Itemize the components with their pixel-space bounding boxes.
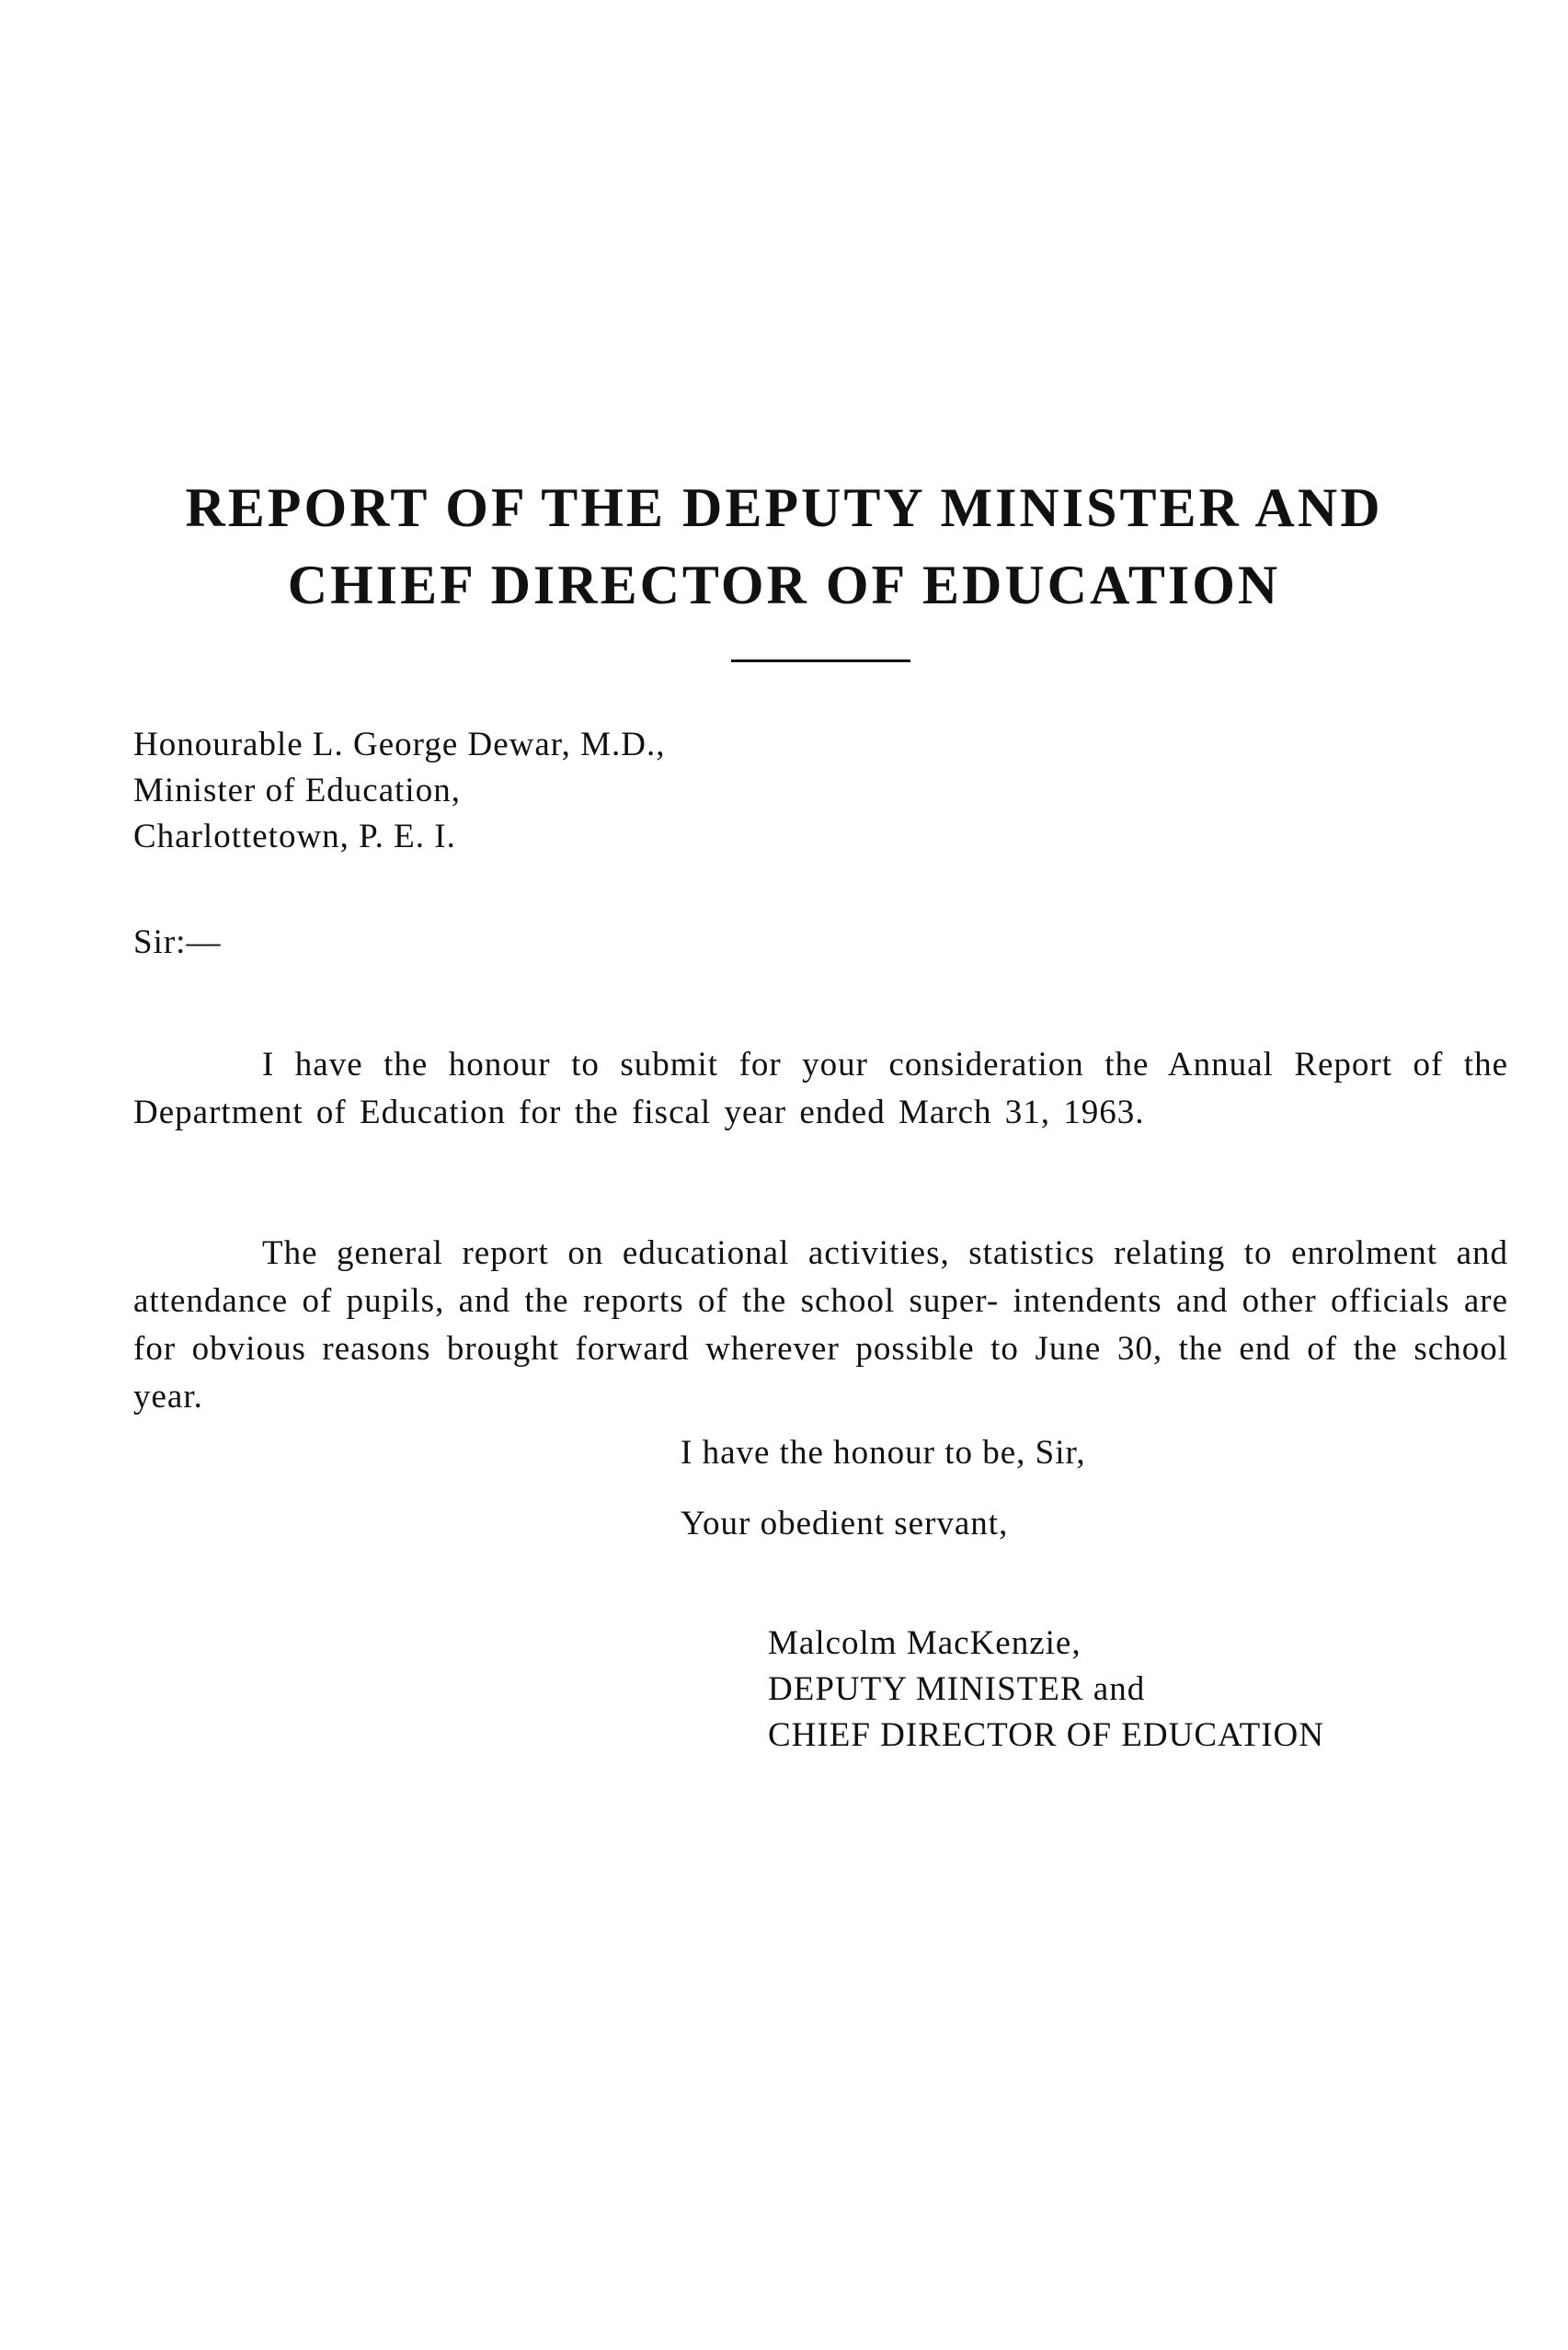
title-line-1: REPORT OF THE DEPUTY MINISTER AND bbox=[185, 477, 1383, 538]
report-title bbox=[0, 469, 1568, 624]
body-paragraph-2: The general report on educational activities, statistics relating to enrolment and attendance of pupils, and the reports of the school super- intendents and other officials are for obvious reasons brought forward wherever possible to June 30, the end of the school year. bbox=[133, 1234, 1508, 1416]
title-divider bbox=[731, 659, 910, 662]
signatory-title-2: CHIEF DIRECTOR OF EDUCATION bbox=[768, 1716, 1324, 1754]
signatory-title-1: DEPUTY MINISTER and bbox=[768, 1670, 1146, 1708]
closing-line-1: I have the honour to be, Sir, bbox=[681, 1434, 1086, 1472]
salutation: Sir:— bbox=[133, 923, 222, 961]
addressee-block bbox=[133, 722, 665, 860]
signatory-name: Malcolm MacKenzie, bbox=[768, 1624, 1082, 1662]
body-paragraph-1: I have the honour to submit for your consideration the Annual Report of the Department of Education for the fiscal year ended March 31, 1963. bbox=[133, 1046, 1508, 1131]
addressee-office: Minister of Education, bbox=[133, 772, 461, 809]
addressee-name: Honourable L. George Dewar, M.D., bbox=[133, 726, 666, 763]
title-line-2: CHIEF DIRECTOR OF EDUCATION bbox=[287, 555, 1281, 615]
addressee-location: Charlottetown, P. E. I. bbox=[133, 818, 456, 855]
closing-line-2: Your obedient servant, bbox=[681, 1505, 1009, 1542]
signature-block bbox=[768, 1621, 1324, 1759]
